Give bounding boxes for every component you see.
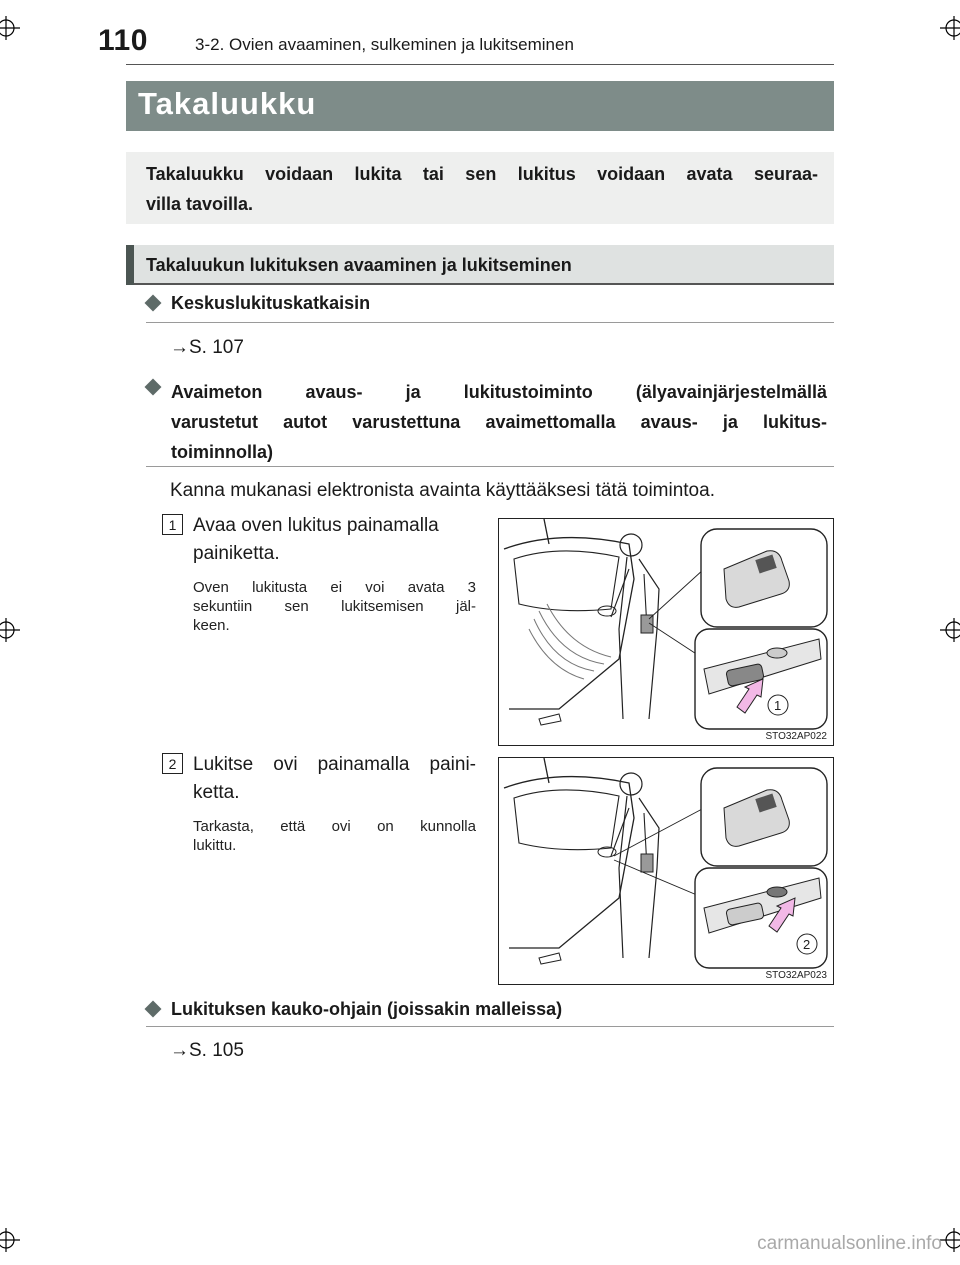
- item-divider: [146, 322, 834, 323]
- crop-mark-icon: [932, 616, 960, 644]
- step-note: [193, 578, 476, 635]
- figure-code: STO32AP023: [765, 970, 827, 981]
- page-reference: →S. 107: [170, 337, 244, 358]
- chapter-heading: 3-2. Ovien avaaminen, sulkeminen ja lukitseminen: [195, 35, 574, 54]
- step-note-line: keen.: [193, 617, 230, 634]
- crop-mark-icon: [0, 1226, 28, 1254]
- figure-code: STO32AP022: [765, 731, 827, 742]
- diamond-bullet-icon: [145, 295, 162, 312]
- step-text: [193, 512, 476, 568]
- intro-text: [146, 159, 818, 219]
- crop-mark-icon: [932, 12, 960, 40]
- item-description: Kanna mukanasi elektronista avainta käyttääksesi tätä toimintoa.: [170, 480, 715, 501]
- tailgate-lock-illustration: [499, 758, 833, 984]
- step-note-line: Tarkasta, että ovi on kunnolla: [193, 818, 476, 835]
- diamond-bullet-icon: [145, 1001, 162, 1018]
- figure-callout: 2: [803, 937, 811, 952]
- step-number: 2: [162, 753, 183, 774]
- intro-line: Takaluukku voidaan lukita tai sen lukitus voidaan avata seuraa-: [146, 164, 818, 184]
- watermark: carmanualsonline.info: [757, 1233, 942, 1254]
- crop-mark-icon: [0, 616, 28, 644]
- item-divider: [146, 466, 834, 467]
- item-title-line: varustetut autot varustettuna avaimettomalla avaus- ja lukitus-: [171, 412, 827, 432]
- item-divider: [146, 1026, 834, 1027]
- crop-mark-icon: [0, 12, 28, 40]
- page-reference: →S. 105: [170, 1040, 244, 1061]
- item-title: [171, 377, 827, 467]
- figure-unlock-illustration: [498, 518, 834, 746]
- diamond-bullet-icon: [145, 379, 162, 396]
- figure-lock-illustration: [498, 757, 834, 985]
- item-title-line: toiminnolla): [171, 442, 273, 462]
- item-title: Lukituksen kauko-ohjain (joissakin malleissa): [171, 999, 563, 1019]
- step-text-line: Avaa oven lukitus painamalla: [193, 515, 439, 536]
- step-note: [193, 817, 476, 855]
- page-title: Takaluukku: [138, 86, 317, 121]
- step-text-line: ketta.: [193, 782, 240, 803]
- intro-line: villa tavoilla.: [146, 194, 254, 214]
- item-title: Keskuslukituskatkaisin: [171, 293, 371, 313]
- item-title-line: Avaimeton avaus- ja lukitustoiminto (älyavainjärjestelmällä: [171, 382, 827, 402]
- step-text-line: painiketta.: [193, 543, 280, 564]
- step-number: 1: [162, 514, 183, 535]
- section-accent-bar: [126, 245, 134, 285]
- step-text-line: Lukitse ovi painamalla paini-: [193, 754, 476, 775]
- header-divider: [126, 64, 834, 65]
- figure-callout: 1: [774, 698, 782, 713]
- tailgate-unlock-illustration: [499, 519, 833, 745]
- step-note-line: Oven lukitusta ei voi avata 3: [193, 579, 476, 596]
- step-note-line: sekuntiin sen lukitsemisen jäl-: [193, 598, 476, 615]
- step-note-line: lukittu.: [193, 837, 237, 854]
- page-number: 110: [98, 24, 148, 57]
- section-heading: Takaluukun lukituksen avaaminen ja lukitseminen: [146, 255, 572, 275]
- step-text: [193, 751, 476, 807]
